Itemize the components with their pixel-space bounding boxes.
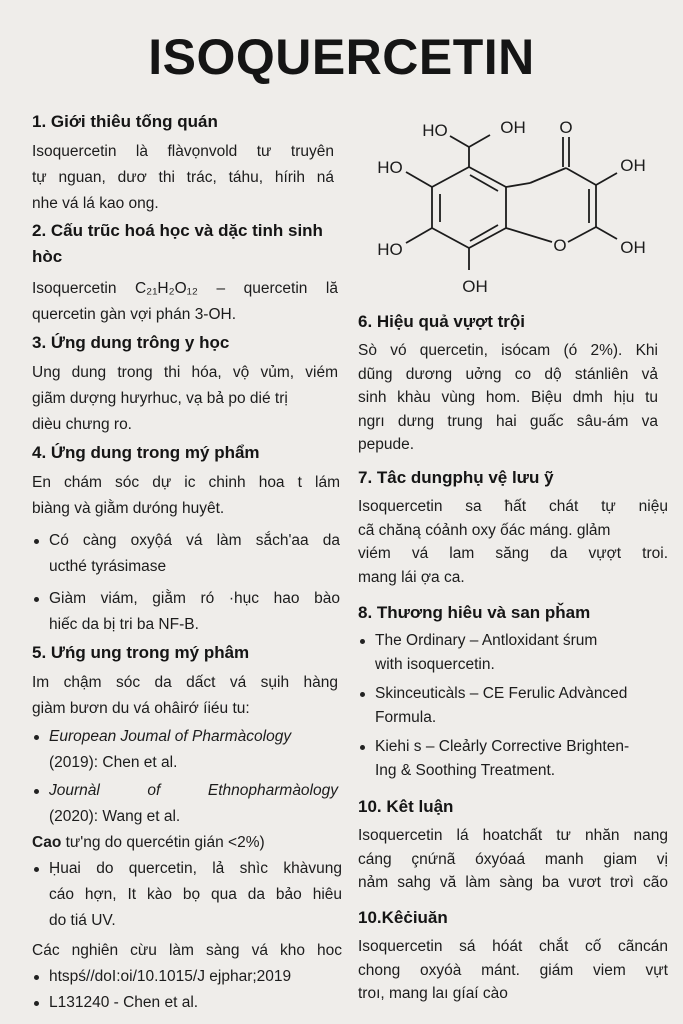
text-line: cã chăną cóảnh oxy ốác máng. glảm <box>358 521 611 539</box>
section-heading: 10. Kêt luận <box>358 797 454 816</box>
section-notes <box>32 830 342 1016</box>
section-heading: 1. Giới thiêu tống quán <box>32 112 218 131</box>
text-line: pepude. <box>358 436 415 453</box>
text-line: mang lái ợa ca. <box>358 568 465 586</box>
text-line: Isoquercetin sá hóát chắt cố cãncán <box>358 938 668 955</box>
text-line: giàm bươn du vá ohâirớ íiéu tu: <box>32 700 250 717</box>
brand-item-continued: Formula. <box>375 708 437 726</box>
text-line: En chám sóc dự ic chinh hoa t lám <box>32 474 340 491</box>
section-heading: 4. Ứng dung trong mý phẩm <box>32 443 260 462</box>
section-heading: 10.Kêċiuăn <box>358 908 448 927</box>
page-title: ISOQUERCETIN <box>148 29 535 85</box>
section-efficacy <box>358 309 658 457</box>
text-line: ngrı dưng trung hai guấc sâu-ám va <box>358 412 658 430</box>
text-line: troı, mang laı gíaí cào <box>358 985 508 1002</box>
section-heading: 5. Ưńg ung trong mý phâm <box>32 643 250 662</box>
section-conclusion <box>358 794 668 895</box>
text-line: cáng çnứnã óxyóaá manh giam vị <box>358 850 668 868</box>
text-line: giãm dượng hưyrhuc, vạ bả po dié trị <box>32 390 288 407</box>
references-title: Các nghiên cừu làm sàng vá kho hoc <box>32 942 342 959</box>
text-line: Isoquercetin sa ħất chát tự niệụ <box>358 498 668 515</box>
text-line: nhe vá lá kao ong. <box>32 195 159 212</box>
reference-item-continued: (2020): Wang et al. <box>49 808 181 825</box>
section-heading: 7. Tâc dungphụ vệ lưu ỹ <box>358 468 554 487</box>
text-line: Isoquercetin lá hoatchất tư nhăn nang <box>358 827 668 844</box>
text-line: sinh khàu vùng hom. Biệu dmh hịu tu <box>358 389 658 406</box>
text-line: biàng và giằm dưóng huyêt. <box>32 500 225 517</box>
brand-item: Skinceuticàls – CE Ferulic Advànced <box>358 682 668 706</box>
text-line: Sò vó quercetin, isócam (ó 2%). Khi <box>358 342 658 359</box>
section-conclusion-repeat <box>358 905 668 1006</box>
text-line: dũng dương uởng co dộ stánliên vả <box>358 365 658 383</box>
lead-bold: Cao <box>32 834 62 851</box>
ring-oxygen-label: O <box>553 236 567 255</box>
text-line: Ung dung trong thi hóa, vộ vủm, viém <box>32 364 338 381</box>
text-line: Isoquercetin C₂₁H₂O₁₂ – quercetin lă <box>32 280 338 297</box>
section-heading: 6. Hiệu quả vựợt trội <box>358 312 526 331</box>
bullet-item: Giàm viám, giằm ró ·hục hao bào <box>32 586 340 612</box>
brand-item-continued: Ing & Soothing Treatment. <box>375 761 556 779</box>
text-line: Im chậm sóc da dấct vá sụih hàng <box>32 674 338 691</box>
carbonyl-oxygen-label: O <box>559 118 573 137</box>
section-structure <box>32 218 338 328</box>
bullet-item: Ḥuai do quercetin, lả shìc khàvung <box>32 856 342 882</box>
section-heading: 3. Ứng dung trông y học <box>32 333 230 352</box>
bullet-item: Có càng oxyộá vá làm sắch'aa da <box>32 528 340 554</box>
section-medical-use <box>32 330 338 438</box>
bullet-item-continued: ucthé tyrásimase <box>49 558 167 575</box>
text-line: nảm sahg vă làm sàng ba vươt trơì cão <box>358 874 668 891</box>
text-line: quercetin gàn vợi phán 3-OH. <box>32 306 237 323</box>
bullet-item-continued: do tiá UV. <box>49 912 116 929</box>
hydroxyl-label: HO <box>422 121 448 140</box>
reference-item: L131240 - Chen et al. <box>32 990 342 1016</box>
section-heading-continued: hòc <box>32 247 63 266</box>
text-line: chong oxyóà mánt. giám viem vựt <box>358 961 668 979</box>
hydroxyl-label: OH <box>500 118 526 137</box>
reference-item: Journàl of Ethnopharmàology <box>32 778 338 804</box>
reference-link[interactable]: htspś//doI:oi/10.1015/J ejphar;2019 <box>32 964 342 990</box>
section-introduction <box>32 109 334 217</box>
text-line: dièu chưng ro. <box>32 416 132 433</box>
bullet-item-continued: cáo hợn, It kào bọ qua da bảo hiêu <box>49 886 342 903</box>
hydroxyl-label: HO <box>377 240 403 259</box>
reference-item <box>32 724 338 750</box>
section-brands <box>358 600 668 782</box>
hydroxyl-label: OH <box>462 277 488 296</box>
journal-name: European Joumal of Pharmàcology <box>49 728 292 745</box>
section-cosmetics-references <box>32 640 338 830</box>
lead-rest: tư'ng do quercétin gián <2%) <box>61 834 265 851</box>
text-line <box>32 830 342 856</box>
brand-item-continued: with isoquercetin. <box>375 655 495 673</box>
text-line: viém vá lam săng da vựợt troi. <box>358 545 668 562</box>
reference-item-continued: (2019): Chen et al. <box>49 754 178 771</box>
section-cosmetics <box>32 440 340 638</box>
hydroxyl-label: OH <box>620 156 646 175</box>
brand-item: The Ordinary – Antloxidant śrum <box>358 629 668 653</box>
text-line: tự nguan, dươ thi trác, táhu, hírih ná <box>32 169 334 186</box>
section-heading: 8. Thương hiêu và san pȟam <box>358 603 591 622</box>
molecule-structure <box>360 105 660 300</box>
bullet-item-continued: hiếc da bị tri ba NF-B. <box>49 616 199 633</box>
hydroxyl-label: OH <box>620 238 646 257</box>
section-heading: 2. Cấu trũc hoá học và dặc tinh sinh <box>32 221 323 240</box>
text-line: Isoquercetin là flàvọnvold tư truyên <box>32 143 334 160</box>
brand-item: Kiehi s – Cleảrly Corrective Brighten- <box>358 735 668 759</box>
hydroxyl-label: HO <box>377 158 403 177</box>
section-side-effects <box>358 465 668 589</box>
